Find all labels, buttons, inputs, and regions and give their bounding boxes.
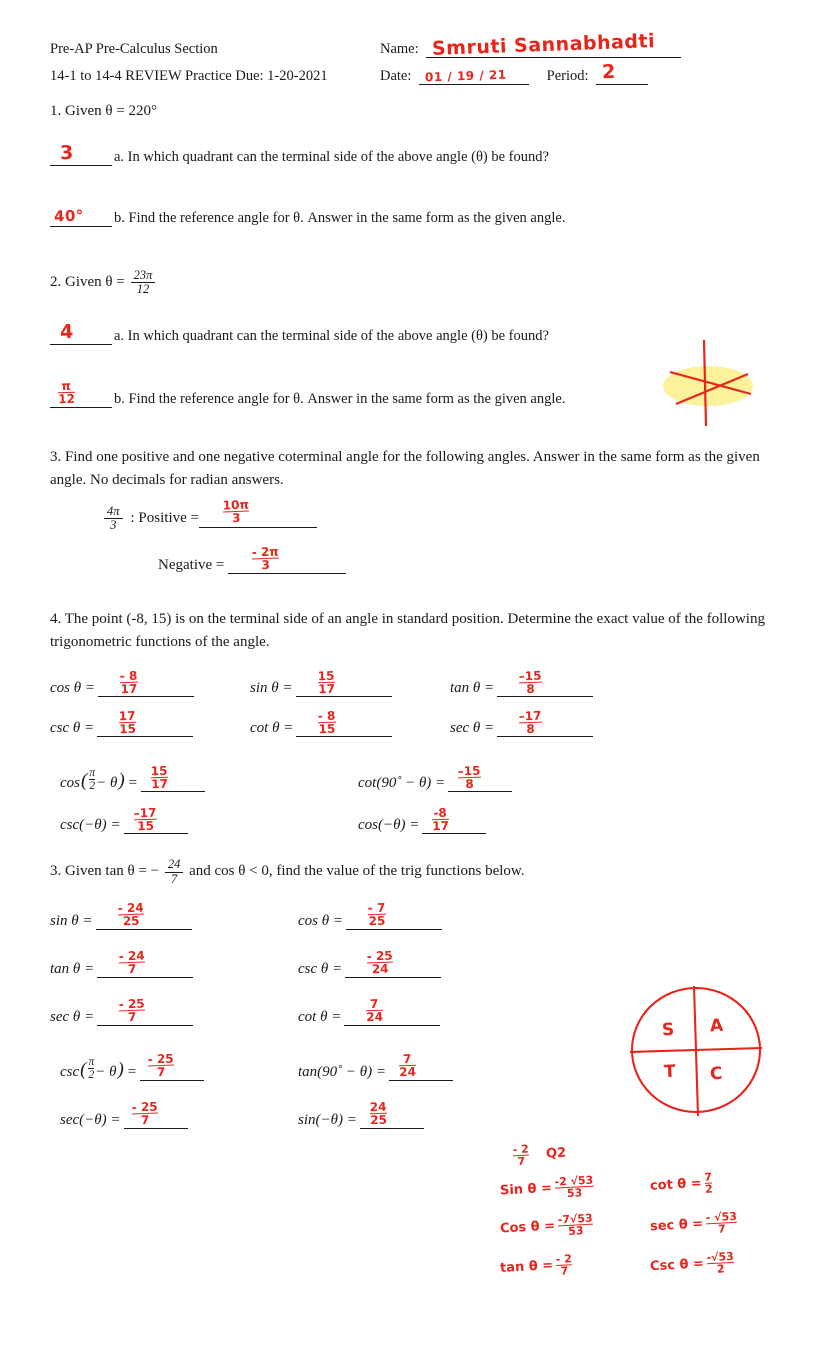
q4-csc-denominator: 15 [119,721,137,737]
q4-cot-complement-handwriting [458,765,482,791]
star-scribble-svg [656,334,766,434]
q3b-paren-close: ) [117,1058,124,1080]
q3b-sin-negative-denominator: 25 [369,1113,388,1128]
q3b-tan-denominator: 7 [119,962,145,976]
q3b-csc-cell [298,948,546,978]
q4-tan-label: tan θ = [450,680,495,697]
q4-csc-cell [50,708,250,737]
scratch-cos-denominator: 53 [558,1224,593,1238]
q4-tan-numerator: –15 [518,668,542,684]
q1b-text: b. Find the reference angle for θ. Answer in the same form as the given angle. [114,209,566,226]
q2a-answer-blank[interactable] [50,320,112,345]
q3b-stem-denominator: 7 [165,872,184,886]
q4-csc-numerator: 17 [118,708,136,724]
scratch-sec-item [649,1211,740,1239]
q3b-csc-numerator: - 25 [366,948,394,964]
q3b-csc-complement-cell [60,1051,298,1081]
q4-cot-complement-numerator: –15 [457,763,481,779]
q1a-text: a. In which quadrant can the terminal side of the above angle (θ) be found? [114,148,549,165]
q4-cot-numerator: - 8 [317,708,336,724]
q4-cot-blank[interactable] [296,708,392,737]
q4-tan-handwriting [519,669,543,695]
q3b-row-2 [50,948,778,978]
question-3a-stem: 3. Find one positive and one negative coterminal angle for the following angles. Answer in the same form as the given angle. No decimals for radian answers. [50,449,760,488]
scratch-csc-label: Csc θ = [649,1256,705,1275]
q3b-sec-negative-cell [60,1099,298,1129]
q4-sin-handwriting [317,669,335,695]
q4-csc-label: csc θ = [50,720,95,737]
q3b-csc-complement-rest: − θ [95,1063,117,1080]
q4-pi-over-2-fraction [89,767,95,792]
q4-csc-negative-denominator: 15 [134,819,157,833]
q4-cot-complement-denominator: 8 [458,777,481,791]
q4-cos-label: cos θ = [50,680,95,697]
q3b-tan-complement-handwriting [399,1053,417,1079]
name-handwriting: Smruti Sannabhadti [431,30,656,60]
q3b-tan-complement-denominator: 24 [399,1065,417,1080]
assignment-title: 14-1 to 14-4 REVIEW Practice Due: 1-20-2021 [50,68,328,84]
q3b-cot-blank[interactable] [344,997,440,1026]
scratch-csc-numerator: -√53 [706,1249,735,1265]
q4-cot-cell [250,708,450,737]
astc-letter-a: A [709,1015,724,1037]
scratch-tan-numerator: - 2 [555,1252,573,1267]
q3a-given-fraction [104,505,123,532]
q3b-row-1 [50,900,778,930]
q4-tan-blank[interactable] [497,668,593,697]
q3a-positive-handwriting [223,499,250,525]
scratch-header-numerator: - 2 [512,1142,530,1157]
q3b-csc-denominator: 24 [367,962,393,976]
q4-cot-complement-cell [358,763,512,792]
q4-cos-handwriting [120,669,138,695]
name-field-group [380,30,681,60]
q2b-numerator: π [61,378,72,393]
scratch-cot-denominator: 2 [704,1182,714,1197]
header-row-2 [50,60,778,85]
q3b-sin-negative-label: sin(−θ) = [298,1111,357,1128]
q4-csc-negative-label: csc(−θ) = [60,817,121,834]
q3b-csc-complement-blank[interactable] [140,1051,204,1081]
scratch-header-denominator: 7 [513,1155,530,1168]
q3a-given-denominator: 3 [104,518,123,532]
q4-sec-blank[interactable] [497,708,593,737]
q2-stem-fraction [131,269,156,296]
q3b-sec-negative-numerator: - 25 [131,1099,158,1115]
q4-cos-complement-denominator: 17 [150,776,168,792]
q4-csc-handwriting [119,709,137,735]
scratch-sec-fraction [706,1211,738,1236]
q3b-csc-blank[interactable] [345,948,441,978]
header-row-1 [50,30,778,60]
q4-cot-handwriting [318,709,336,735]
q4-tan-denominator: 8 [519,682,542,696]
q4-cos-negative-blank[interactable] [422,805,486,834]
scratch-csc-denominator: 2 [707,1262,735,1276]
question-4-stem: 4. The point (-8, 15) is on the terminal side of an angle in standard position. Determine the exact value of the following trigonometric functions of the angle. [50,611,765,650]
q3b-stem-numerator: 24 [167,857,181,872]
q2b-answer-blank[interactable] [50,378,112,408]
scratch-header-label: Q2 [545,1145,567,1162]
q4-sin-denominator: 17 [317,681,335,697]
q4-csc-negative-handwriting [133,807,157,833]
q3a-given-numerator: 4π [107,504,120,518]
q3b-tan-complement-label: tan(90˚ − θ) = [298,1063,387,1080]
q3b-csc-complement-handwriting [148,1053,175,1079]
q3b-cos-numerator: - 7 [367,900,386,916]
q2a-handwriting: 4 [59,320,75,344]
q4-cos-complement-numerator: 15 [150,763,168,779]
q3b-csc-complement-denominator: 7 [148,1065,174,1079]
worksheet-header [50,30,778,85]
name-input[interactable] [426,30,681,60]
q4-tan-cell [450,668,593,697]
scratch-tan-item [499,1253,575,1280]
q3b-sec-label: sec θ = [50,1008,95,1025]
q2-stem-numerator: 23π [133,267,153,282]
q3b-sec-negative-handwriting [131,1101,158,1127]
q4-csc-negative-numerator: –17 [133,805,157,821]
date-input[interactable] [419,67,529,85]
scratch-tan-denominator: 7 [556,1264,573,1277]
q2a-text: a. In which quadrant can the terminal side of the above angle (θ) be found? [114,328,549,344]
scratch-sin-fraction [554,1175,594,1200]
scratch-cos-item [499,1213,596,1241]
q4-cos-cell [50,668,250,697]
astc-letter-s: S [661,1019,675,1041]
question-1b [50,206,778,227]
scratch-sec-denominator: 7 [706,1222,738,1236]
date-handwriting: 01 / 19 / 21 [424,67,507,85]
astc-letter-c: C [709,1063,723,1085]
q4-sin-blank[interactable] [296,668,392,697]
q3b-sin-blank[interactable] [96,900,192,930]
q4-cos-negative-label: cos(−θ) = [358,817,420,834]
q4-cos-denominator: 17 [120,681,138,697]
q3b-csc-complement-numerator: - 25 [147,1051,174,1067]
course-title: Pre-AP Pre-Calculus Section [50,41,218,57]
q3b-sin-negative-numerator: 24 [369,1099,387,1115]
q3b-paren-open: ( [80,1058,87,1080]
question-4-answer-grid [50,668,778,834]
q4-cos-complement-cell [60,763,310,793]
q3a-positive-numerator: 10π [222,497,250,513]
question-2-stem [50,269,778,296]
q3b-csc-complement-label: csc [60,1063,80,1080]
question-1-stem: 1. Given θ = 220° [50,103,158,119]
q4-cos-complement-label: cos [60,775,80,792]
q3b-stem-suffix: and cos θ < 0, find the value of the trig functions below. [189,863,525,880]
q3b-sin-label: sin θ = [50,912,93,929]
scratch-tan-label: tan θ = [499,1258,554,1277]
q4-cot-complement-blank[interactable] [448,763,512,792]
scratch-sin-denominator: 53 [555,1186,594,1200]
q3b-equals-1: = [126,1063,137,1080]
q3b-cot-cell [298,997,546,1026]
q1b-handwriting: 40° [53,206,85,226]
q3b-stem-prefix: 3. Given tan θ = − [50,863,160,880]
scratch-work-annotations [500,1143,790,1303]
q2b-text: b. Find the reference angle for θ. Answer in the same form as the given angle. [114,391,566,407]
q2-stem-denominator: 12 [131,282,156,296]
q1a-handwriting: 3 [59,141,75,164]
q4-csc-negative-blank[interactable] [124,805,188,834]
scratch-sec-label: sec θ = [649,1216,704,1235]
q3b-two-denominator: 2 [88,1068,95,1081]
q3b-tan-handwriting [119,950,146,976]
q4-cos-complement-rest: − θ [96,775,118,792]
q3b-sin-negative-handwriting [369,1101,387,1127]
q3b-sec-numerator: - 25 [118,996,146,1012]
q4-cot-denominator: 15 [318,721,336,737]
name-label: Name: [380,41,419,57]
q4-csc-blank[interactable] [97,708,193,737]
q3a-positive-label: : Positive = [130,510,199,527]
q3b-tan-complement-cell [298,1052,453,1081]
scratch-sin-item [499,1174,597,1202]
q3b-sec-cell [50,996,298,1026]
scratch-sin-numerator: -2 √53 [554,1173,594,1189]
q4-cos-negative-denominator: 17 [432,818,450,834]
q4-cos-numerator: - 8 [119,668,138,684]
q4-sec-denominator: 8 [519,722,542,736]
q3b-csc-label: csc θ = [298,960,343,977]
q3b-cot-numerator: 7 [370,997,379,1012]
q3b-tan-complement-numerator: 7 [402,1052,412,1067]
q4-cos-complement-handwriting [150,765,168,791]
q3b-tan-blank[interactable] [97,948,193,978]
q3b-tan-cell [50,948,298,978]
period-handwriting: 2 [601,60,617,84]
astc-circle-svg [626,980,766,1120]
q3b-sec-negative-label: sec(−θ) = [60,1111,121,1128]
q4-sec-handwriting [519,709,543,735]
q3b-cot-denominator: 24 [366,1010,384,1025]
q4-cos-complement-blank[interactable] [141,763,205,792]
q4-cos-negative-numerator: -8 [433,805,448,821]
period-input[interactable] [596,60,648,85]
q4-sin-numerator: 15 [317,668,335,684]
q3a-positive-row [50,497,778,533]
scratch-cos-label: Cos θ = [499,1218,556,1237]
scratch-csc-item [649,1251,737,1279]
scratch-cos-fraction [557,1213,593,1238]
q3b-cos-blank[interactable] [346,900,442,930]
q4-csc-negative-cell [60,805,310,834]
q3b-tan-label: tan θ = [50,960,95,977]
q3b-sec-denominator: 7 [119,1010,145,1024]
q4-cot-label: cot θ = [250,720,294,737]
q3b-sin-negative-blank[interactable] [360,1099,424,1129]
q4-row-1 [50,668,778,697]
q2b-handwriting-fraction [58,379,76,405]
q3a-negative-handwriting [252,545,280,571]
q4-cos-blank[interactable] [98,668,194,697]
q4-paren-close: ) [118,770,125,792]
q4-pi-numerator: π [89,767,96,780]
q3b-cos-label: cos θ = [298,912,343,929]
q3b-sec-handwriting [119,998,146,1024]
scratch-sec-numerator: - √53 [705,1209,738,1225]
q3a-positive-denominator: 3 [223,511,250,525]
q3b-sin-numerator: - 24 [117,900,144,916]
q3b-pi-numerator: π [88,1055,95,1068]
q3a-negative-label: Negative = [158,556,225,573]
q3b-pi-over-2-fraction [88,1056,94,1081]
q3a-negative-denominator: 3 [252,558,279,572]
scratch-cot-numerator: 7 [704,1170,713,1184]
date-label: Date: [380,68,412,84]
q4-sec-label: sec θ = [450,720,495,737]
q4-paren-open: ( [81,770,88,792]
q3a-negative-numerator: - 2π [251,544,280,560]
q4-two-denominator: 2 [89,780,96,793]
question-1a [50,141,778,166]
q3b-csc-handwriting [367,950,394,976]
q4-cos-negative-handwriting [432,807,450,833]
astc-letter-t: T [663,1061,677,1083]
period-label: Period: [546,68,589,84]
q3b-stem-fraction [165,858,184,885]
q3b-sin-cell [50,900,298,930]
scratch-cos-numerator: -7√53 [557,1211,593,1227]
scratch-tan-fraction [555,1253,572,1277]
q3b-cot-label: cot θ = [298,1008,342,1025]
q2b-denominator: 12 [57,391,76,407]
q1a-answer-blank[interactable] [50,141,112,166]
q4-sin-label: sin θ = [250,680,293,697]
q4-row-2 [50,708,778,737]
q3b-cos-handwriting [368,902,386,928]
q3b-tan-numerator: - 24 [118,948,146,964]
scratch-cot-fraction [704,1171,713,1195]
q4-sec-numerator: –17 [518,708,542,724]
q3b-cot-handwriting [366,998,384,1024]
q4-row-4 [50,805,778,834]
scratch-cot-item [649,1171,716,1198]
astc-circle-diagram [626,980,766,1120]
q4-cos-negative-cell [358,805,486,834]
scratch-header-fraction [512,1143,529,1167]
q3b-sin-denominator: 25 [117,914,143,928]
star-scribble-drawing [656,334,766,434]
q1b-answer-blank[interactable] [50,206,112,227]
question-3a-answers [50,497,778,574]
q4-sin-cell [250,668,450,697]
scratch-header [509,1142,566,1168]
q3b-sec-negative-denominator: 7 [132,1113,158,1127]
q2-stem-prefix: 2. Given θ = [50,273,125,290]
date-period-group [380,60,648,85]
q3b-sin-negative-cell [298,1099,424,1129]
q4-row-3 [50,763,778,793]
scratch-cot-label: cot θ = [649,1176,703,1194]
q4-sec-cell [450,708,593,737]
q3b-tan-complement-blank[interactable] [389,1052,453,1081]
q4-cot-complement-label: cot(90˚ − θ) = [358,775,446,792]
q3b-cos-denominator: 25 [368,914,386,929]
q4-equals-1: = [127,775,138,792]
q3b-cos-cell [298,900,546,930]
scratch-sin-label: Sin θ = [499,1181,553,1199]
q3b-sec-negative-blank[interactable] [124,1099,188,1129]
scratch-csc-fraction [706,1251,734,1276]
q3b-sin-handwriting [117,902,144,928]
question-3b-stem [50,858,778,885]
q3b-sec-blank[interactable] [97,996,193,1026]
